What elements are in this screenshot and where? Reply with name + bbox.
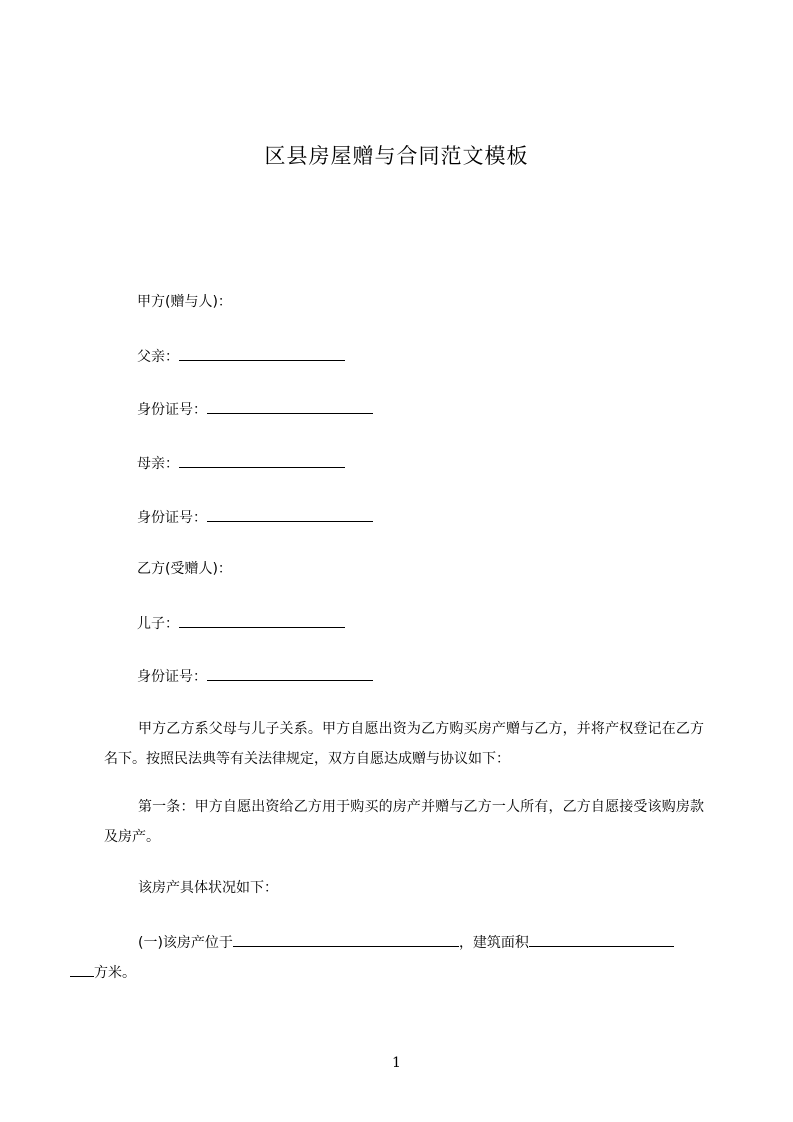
father-field xyxy=(137,345,345,367)
item1-location-blank xyxy=(233,931,459,947)
relation-paragraph: 甲方乙方系父母与儿子关系。甲方自愿出资为乙方购买房产赠与乙方，并将产权登记在乙方名下。按照民法典等有关法律规定，双方自愿达成赠与协议如下： xyxy=(104,721,704,767)
mother-id-label: 身份证号： xyxy=(137,510,207,526)
party-a-heading xyxy=(137,292,232,312)
item1-area-blank-cont xyxy=(70,961,94,977)
article-1-paragraph: 第一条：甲方自愿出资给乙方用于购买的房产并赠与乙方一人所有，乙方自愿接受该购房款及房产。 xyxy=(104,799,704,845)
son-id-blank xyxy=(207,665,373,681)
mother-field xyxy=(137,452,345,474)
son-field xyxy=(137,612,345,634)
party-b-heading xyxy=(137,559,232,579)
father-id-field xyxy=(137,398,373,420)
son-id-field xyxy=(137,665,373,687)
mother-id-blank xyxy=(207,506,373,522)
father-id-blank xyxy=(207,398,373,414)
father-label: 父亲： xyxy=(137,349,179,365)
party-a-heading-text: 甲方(赠与人)： xyxy=(137,294,232,310)
father-id-label: 身份证号： xyxy=(137,402,207,418)
son-label: 儿子： xyxy=(137,616,179,632)
item1-mid: ，建筑面积 xyxy=(458,935,529,951)
item1-suffix: 方米。 xyxy=(94,965,136,981)
son-id-label: 身份证号： xyxy=(137,669,207,685)
document-title: 区县房屋赠与合同范文模板 xyxy=(264,144,529,168)
mother-blank xyxy=(179,452,345,468)
item1-area-blank xyxy=(529,931,674,947)
page-number: 1 xyxy=(392,1055,401,1071)
property-item-1 xyxy=(94,928,704,988)
property-intro-paragraph: 该房产具体状况如下： xyxy=(138,880,278,896)
party-b-heading-text: 乙方(受赠人)： xyxy=(137,561,232,577)
father-blank xyxy=(179,345,345,361)
item1-prefix: (一)该房产位于 xyxy=(138,935,233,951)
mother-id-field xyxy=(137,506,373,528)
mother-label: 母亲： xyxy=(137,456,179,472)
son-blank xyxy=(179,612,345,628)
